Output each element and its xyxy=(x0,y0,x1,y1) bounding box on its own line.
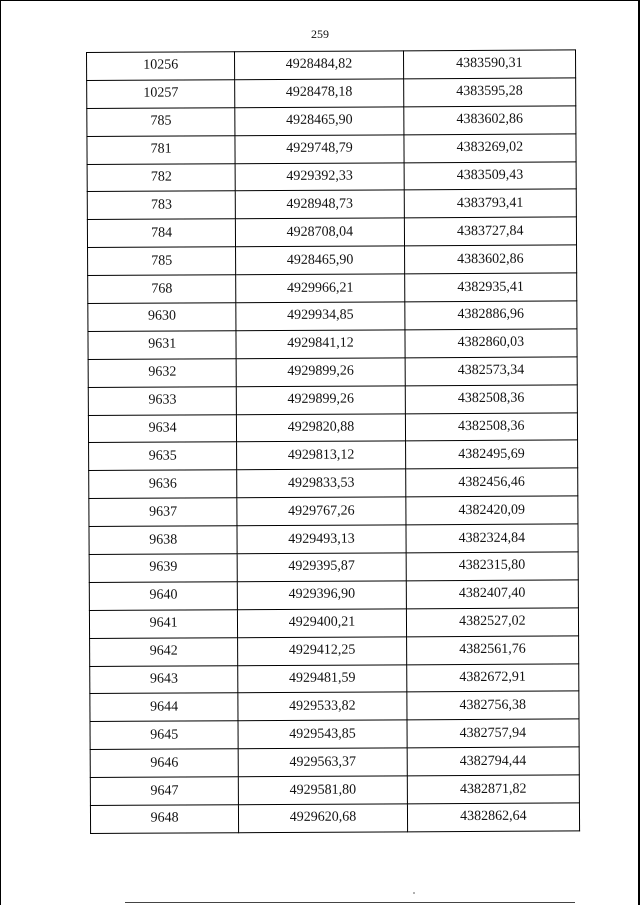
y-coordinate-cell: 4383793,41 xyxy=(404,189,577,218)
y-coordinate-cell: 4382561,76 xyxy=(406,636,579,665)
point-number-cell: 783 xyxy=(87,191,235,220)
point-number-cell: 9635 xyxy=(89,442,237,471)
table-row xyxy=(88,273,577,303)
table-row xyxy=(89,580,578,610)
x-coordinate-cell: 4929748,79 xyxy=(235,135,404,164)
y-coordinate-cell: 4382860,03 xyxy=(405,329,578,358)
table-row xyxy=(87,217,576,247)
page-edge-bottom xyxy=(125,902,575,903)
table-row xyxy=(90,719,579,749)
point-number-cell: 9648 xyxy=(90,805,238,834)
table-row xyxy=(90,747,579,777)
x-coordinate-cell: 4928708,04 xyxy=(236,218,405,247)
y-coordinate-cell: 4382495,69 xyxy=(405,440,578,469)
x-coordinate-cell: 4928948,73 xyxy=(236,190,405,219)
x-coordinate-cell: 4929934,85 xyxy=(236,302,405,331)
y-coordinate-cell: 4382420,09 xyxy=(405,496,578,525)
x-coordinate-cell: 4929395,87 xyxy=(237,553,406,582)
table-row xyxy=(88,385,577,415)
y-coordinate-cell: 4382862,64 xyxy=(407,803,580,832)
point-number-cell: 9644 xyxy=(90,693,238,722)
y-coordinate-cell: 4383590,31 xyxy=(403,50,576,79)
table-row xyxy=(90,803,579,833)
point-number-cell: 9641 xyxy=(89,610,237,639)
table-row xyxy=(90,664,579,694)
y-coordinate-cell: 4382757,94 xyxy=(407,719,580,748)
y-coordinate-cell: 4383602,86 xyxy=(404,245,577,274)
point-number-cell: 10257 xyxy=(87,80,235,109)
x-coordinate-cell: 4929400,21 xyxy=(238,609,407,638)
table-row xyxy=(89,524,578,554)
x-coordinate-cell: 4929620,68 xyxy=(239,804,408,833)
point-number-cell: 9631 xyxy=(88,331,236,360)
x-coordinate-cell: 4929841,12 xyxy=(236,330,405,359)
y-coordinate-cell: 4383727,84 xyxy=(404,217,577,246)
point-number-cell: 785 xyxy=(88,247,236,276)
x-coordinate-cell: 4929563,37 xyxy=(238,748,407,777)
page-number: 259 xyxy=(311,27,329,41)
x-coordinate-cell: 4929396,90 xyxy=(238,581,407,610)
x-coordinate-cell: 4928484,82 xyxy=(235,51,404,80)
point-number-cell: 9633 xyxy=(88,386,236,415)
x-coordinate-cell: 4929581,80 xyxy=(239,776,408,805)
y-coordinate-cell: 4382324,84 xyxy=(406,524,579,553)
point-number-cell: 768 xyxy=(88,275,236,304)
x-coordinate-cell: 4929412,25 xyxy=(238,637,407,666)
y-coordinate-cell: 4382527,02 xyxy=(406,608,579,637)
table-row xyxy=(88,329,577,359)
table-row xyxy=(87,106,576,136)
point-number-cell: 9645 xyxy=(90,721,238,750)
point-number-cell: 9640 xyxy=(89,582,237,611)
x-coordinate-cell: 4929543,85 xyxy=(238,720,407,749)
y-coordinate-cell: 4383509,43 xyxy=(404,161,577,190)
y-coordinate-cell: 4382456,46 xyxy=(405,468,578,497)
page-edge-left xyxy=(0,0,1,905)
x-coordinate-cell: 4929533,82 xyxy=(238,692,407,721)
point-number-cell: 781 xyxy=(87,135,235,164)
table-row xyxy=(88,357,577,387)
point-number-cell: 9637 xyxy=(89,498,237,527)
scan-speck xyxy=(413,892,415,894)
y-coordinate-cell: 4382756,38 xyxy=(406,691,579,720)
point-number-cell: 785 xyxy=(87,108,235,137)
point-number-cell: 9638 xyxy=(89,526,237,555)
point-number-cell: 9634 xyxy=(88,414,236,443)
x-coordinate-cell: 4929493,13 xyxy=(237,525,406,554)
page-edge-top xyxy=(0,0,640,1)
table-row xyxy=(89,608,578,638)
table-row xyxy=(89,468,578,498)
y-coordinate-cell: 4382508,36 xyxy=(405,413,578,442)
x-coordinate-cell: 4929481,59 xyxy=(238,664,407,693)
table-row xyxy=(90,775,579,805)
table-row xyxy=(88,301,577,331)
point-number-cell: 9636 xyxy=(89,470,237,499)
coordinates-table-body xyxy=(87,50,580,833)
point-number-cell: 9643 xyxy=(90,665,238,694)
coordinates-table xyxy=(86,49,580,833)
y-coordinate-cell: 4382871,82 xyxy=(407,775,580,804)
table-row xyxy=(87,161,576,191)
y-coordinate-cell: 4382573,34 xyxy=(405,357,578,386)
x-coordinate-cell: 4928478,18 xyxy=(235,79,404,108)
x-coordinate-cell: 4929899,26 xyxy=(237,386,406,415)
point-number-cell: 9646 xyxy=(90,749,238,778)
y-coordinate-cell: 4383602,86 xyxy=(403,106,576,135)
x-coordinate-cell: 4928465,90 xyxy=(235,107,404,136)
point-number-cell: 784 xyxy=(87,219,235,248)
point-number-cell: 9632 xyxy=(88,359,236,388)
x-coordinate-cell: 4929899,26 xyxy=(236,358,405,387)
table-row xyxy=(88,245,577,275)
y-coordinate-cell: 4383269,02 xyxy=(404,134,577,163)
point-number-cell: 782 xyxy=(87,163,235,192)
point-number-cell: 9630 xyxy=(88,303,236,332)
y-coordinate-cell: 4382935,41 xyxy=(404,273,577,302)
table-row xyxy=(87,189,576,219)
table-row xyxy=(87,50,576,80)
table-row xyxy=(88,413,577,443)
y-coordinate-cell: 4382794,44 xyxy=(407,747,580,776)
table-row xyxy=(90,636,579,666)
y-coordinate-cell: 4382508,36 xyxy=(405,385,578,414)
table-row xyxy=(89,496,578,526)
x-coordinate-cell: 4929966,21 xyxy=(236,274,405,303)
x-coordinate-cell: 4929392,33 xyxy=(235,162,404,191)
x-coordinate-cell: 4929813,12 xyxy=(237,441,406,470)
x-coordinate-cell: 4928465,90 xyxy=(236,246,405,275)
y-coordinate-cell: 4382672,91 xyxy=(406,664,579,693)
y-coordinate-cell: 4382886,96 xyxy=(404,301,577,330)
table-row xyxy=(87,78,576,108)
table-row xyxy=(89,552,578,582)
x-coordinate-cell: 4929820,88 xyxy=(237,413,406,442)
table-row xyxy=(87,134,576,164)
table-row xyxy=(90,691,579,721)
x-coordinate-cell: 4929767,26 xyxy=(237,497,406,526)
y-coordinate-cell: 4383595,28 xyxy=(403,78,576,107)
point-number-cell: 9639 xyxy=(89,554,237,583)
point-number-cell: 9642 xyxy=(90,637,238,666)
table-row xyxy=(89,440,578,470)
point-number-cell: 10256 xyxy=(87,52,235,81)
point-number-cell: 9647 xyxy=(90,777,238,806)
x-coordinate-cell: 4929833,53 xyxy=(237,469,406,498)
y-coordinate-cell: 4382315,80 xyxy=(406,552,579,581)
y-coordinate-cell: 4382407,40 xyxy=(406,580,579,609)
